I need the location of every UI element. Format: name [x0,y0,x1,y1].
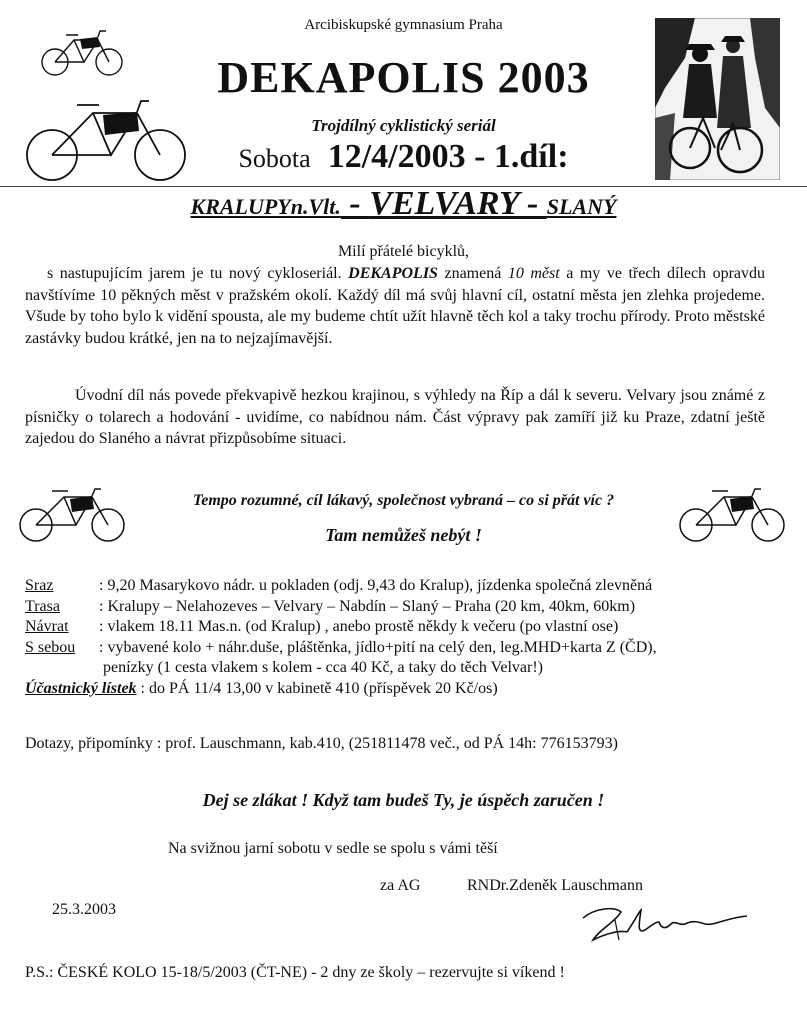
route-mid: VELVARY [369,185,519,222]
postscript: P.S.: ČESKÉ KOLO 15-18/5/2003 (ČT-NE) - 2 dny ze školy – rezervujte si víkend ! [25,964,565,981]
info-value: : Kralupy – Nelahozeves – Velvary – Nabdín – Slaný – Praha (20 km, 40km, 60km) [99,597,636,615]
info-row-sraz [25,576,795,597]
slogan: Dej se zlákat ! Když tam budeš Ty, je úspěch zaručen ! [202,790,605,810]
signature [575,900,755,948]
event-date-part: 12/4/2003 - 1.díl: [327,138,569,175]
info-label: Účastnický lístek [25,679,137,697]
info-row-trasa [25,597,795,618]
greeting: Milí přátelé bicyklů, [337,243,470,260]
info-label: Sraz [25,577,54,594]
text: DEKAPOLIS [348,265,438,282]
info-row-sebou-cont: penízky (1 cesta vlakem s kolem - cca 40 Kč, a taky do těch Velvar!) [103,659,543,676]
page-title: DEKAPOLIS 2003 [217,53,590,102]
info-row-sebou [25,638,795,659]
info-value: : do PÁ 11/4 13,00 v kabinetě 410 (příspěvek 20 Kč/os) [136,679,498,697]
tam-line: Tam nemůžeš nebýt ! [325,525,482,545]
school-name: Arcibiskupské gymnasium Praha [304,17,503,33]
subtitle: Trojdílný cyklistický seriál [311,116,496,135]
info-value: : vlakem 18.11 Mas.n. (od Kralup) , anebo prostě někdy k večeru (po vlastní ose) [99,618,619,635]
text: 10 měst [507,265,560,282]
info-row-navrat [25,617,795,638]
route-separator: - [340,185,370,222]
route-start: KRALUPYn.Vlt. [190,194,341,219]
author: RNDr.Zdeněk Lauschmann [467,877,643,894]
route-paragraph: Úvodní díl nás povede překvapivě hezkou krajinou, s výhledy na Říp a dál k severu. Velvary jsou známé z písničky o tolarech a hodování - uvidíme, co nabídnou nám. Část výpravy pak zamíří již ku Praze, zdatní ještě zajedou do Slaného a návrat přizpůsobíme situaci. [25,387,765,447]
intro-paragraph [25,263,765,349]
info-label: Trasa [25,597,60,615]
text: s nastupujícím jarem je tu nový cykloseriál. [47,265,349,282]
text: a my ve třech dílech opravdu navštívíme 10 pěkných měst v pražském okolí. Každý díl má svůj hlavní cíl, ostatní města jen zlehka projedeme. Všude by toho bylo k vidění spousta, ale my budeme chtít užít hlavně těch kol a taky trochu přírody. Proto městské zastávky budou krátké, jen na to nejzajímavější. [25,265,766,347]
questions-line: Dotazy, připomínky : prof. Lauschmann, kab.410, (251811478 več., od PÁ 14h: 776153793) [25,735,618,752]
route-separator: - [518,185,547,222]
text: znamená [437,265,508,282]
route-end: SLANÝ [546,194,617,219]
info-label: Návrat [25,618,69,635]
route-heading [0,185,807,223]
info-label: S sebou [25,638,76,656]
welcome-line: Na svižnou jarní sobotu v sedle se spolu s vámi těší [168,840,498,857]
event-date [0,138,807,176]
info-value: : 9,20 Masarykovo nádr. u pokladen (odj. 9,43 do Kralup), jízdenka společná zlevněná [99,577,653,594]
info-block [25,576,795,699]
tempo-line: Tempo rozumné, cíl lákavý, společnost vybraná – co si přát víc ? [192,492,615,509]
info-value: : vybavené kolo + náhr.duše, pláštěnka, jídlo+pití na celý den, leg.MHD+karta Z (ČD), [99,638,657,656]
on-behalf: za AG [380,877,421,894]
info-row-ticket [25,679,795,700]
document-date: 25.3.2003 [52,901,116,918]
event-day: Sobota [238,144,311,173]
